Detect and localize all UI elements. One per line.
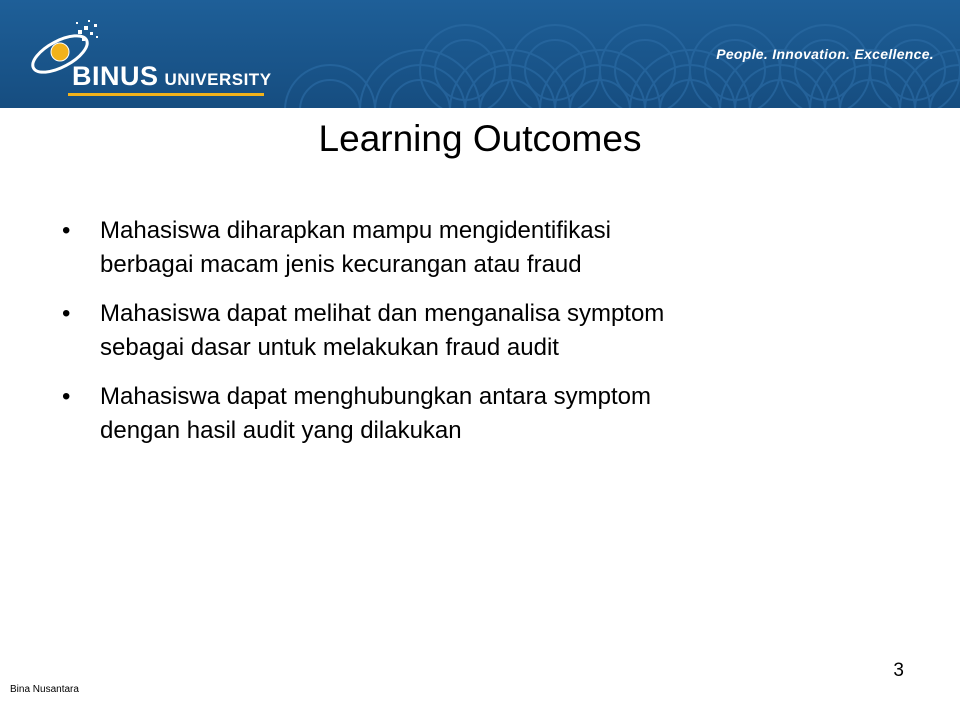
bullet-line: sebagai dasar untuk melakukan fraud audit xyxy=(100,334,559,361)
bullet-line: berbagai macam jenis kecurangan atau fraud xyxy=(100,251,582,278)
bullet-dot: • xyxy=(62,217,71,244)
page-number: 3 xyxy=(893,660,904,681)
logo-brand-text: BINUS xyxy=(72,61,159,91)
bullet-item xyxy=(62,297,862,365)
bullet-list xyxy=(62,214,862,463)
bullet-dot: • xyxy=(62,300,71,327)
tagline: People. Innovation. Excellence. xyxy=(716,46,934,62)
logo-wordmark xyxy=(72,61,272,92)
header-banner xyxy=(0,0,960,108)
bullet-item xyxy=(62,214,862,282)
bullet-line: dengan hasil audit yang dilakukan xyxy=(100,417,462,444)
logo-suffix-text: UNIVERSITY xyxy=(164,70,272,89)
bullet-line: Mahasiswa dapat melihat dan menganalisa symptom xyxy=(100,300,665,327)
bullet-line: Mahasiswa diharapkan mampu mengidentifikasi xyxy=(100,217,611,244)
slide-title: Learning Outcomes xyxy=(318,118,642,159)
bullet-line: Mahasiswa dapat menghubungkan antara symptom xyxy=(100,383,651,410)
bullet-item xyxy=(62,380,862,448)
bullet-dot: • xyxy=(62,383,71,410)
footer-organization: Bina Nusantara xyxy=(10,684,79,695)
